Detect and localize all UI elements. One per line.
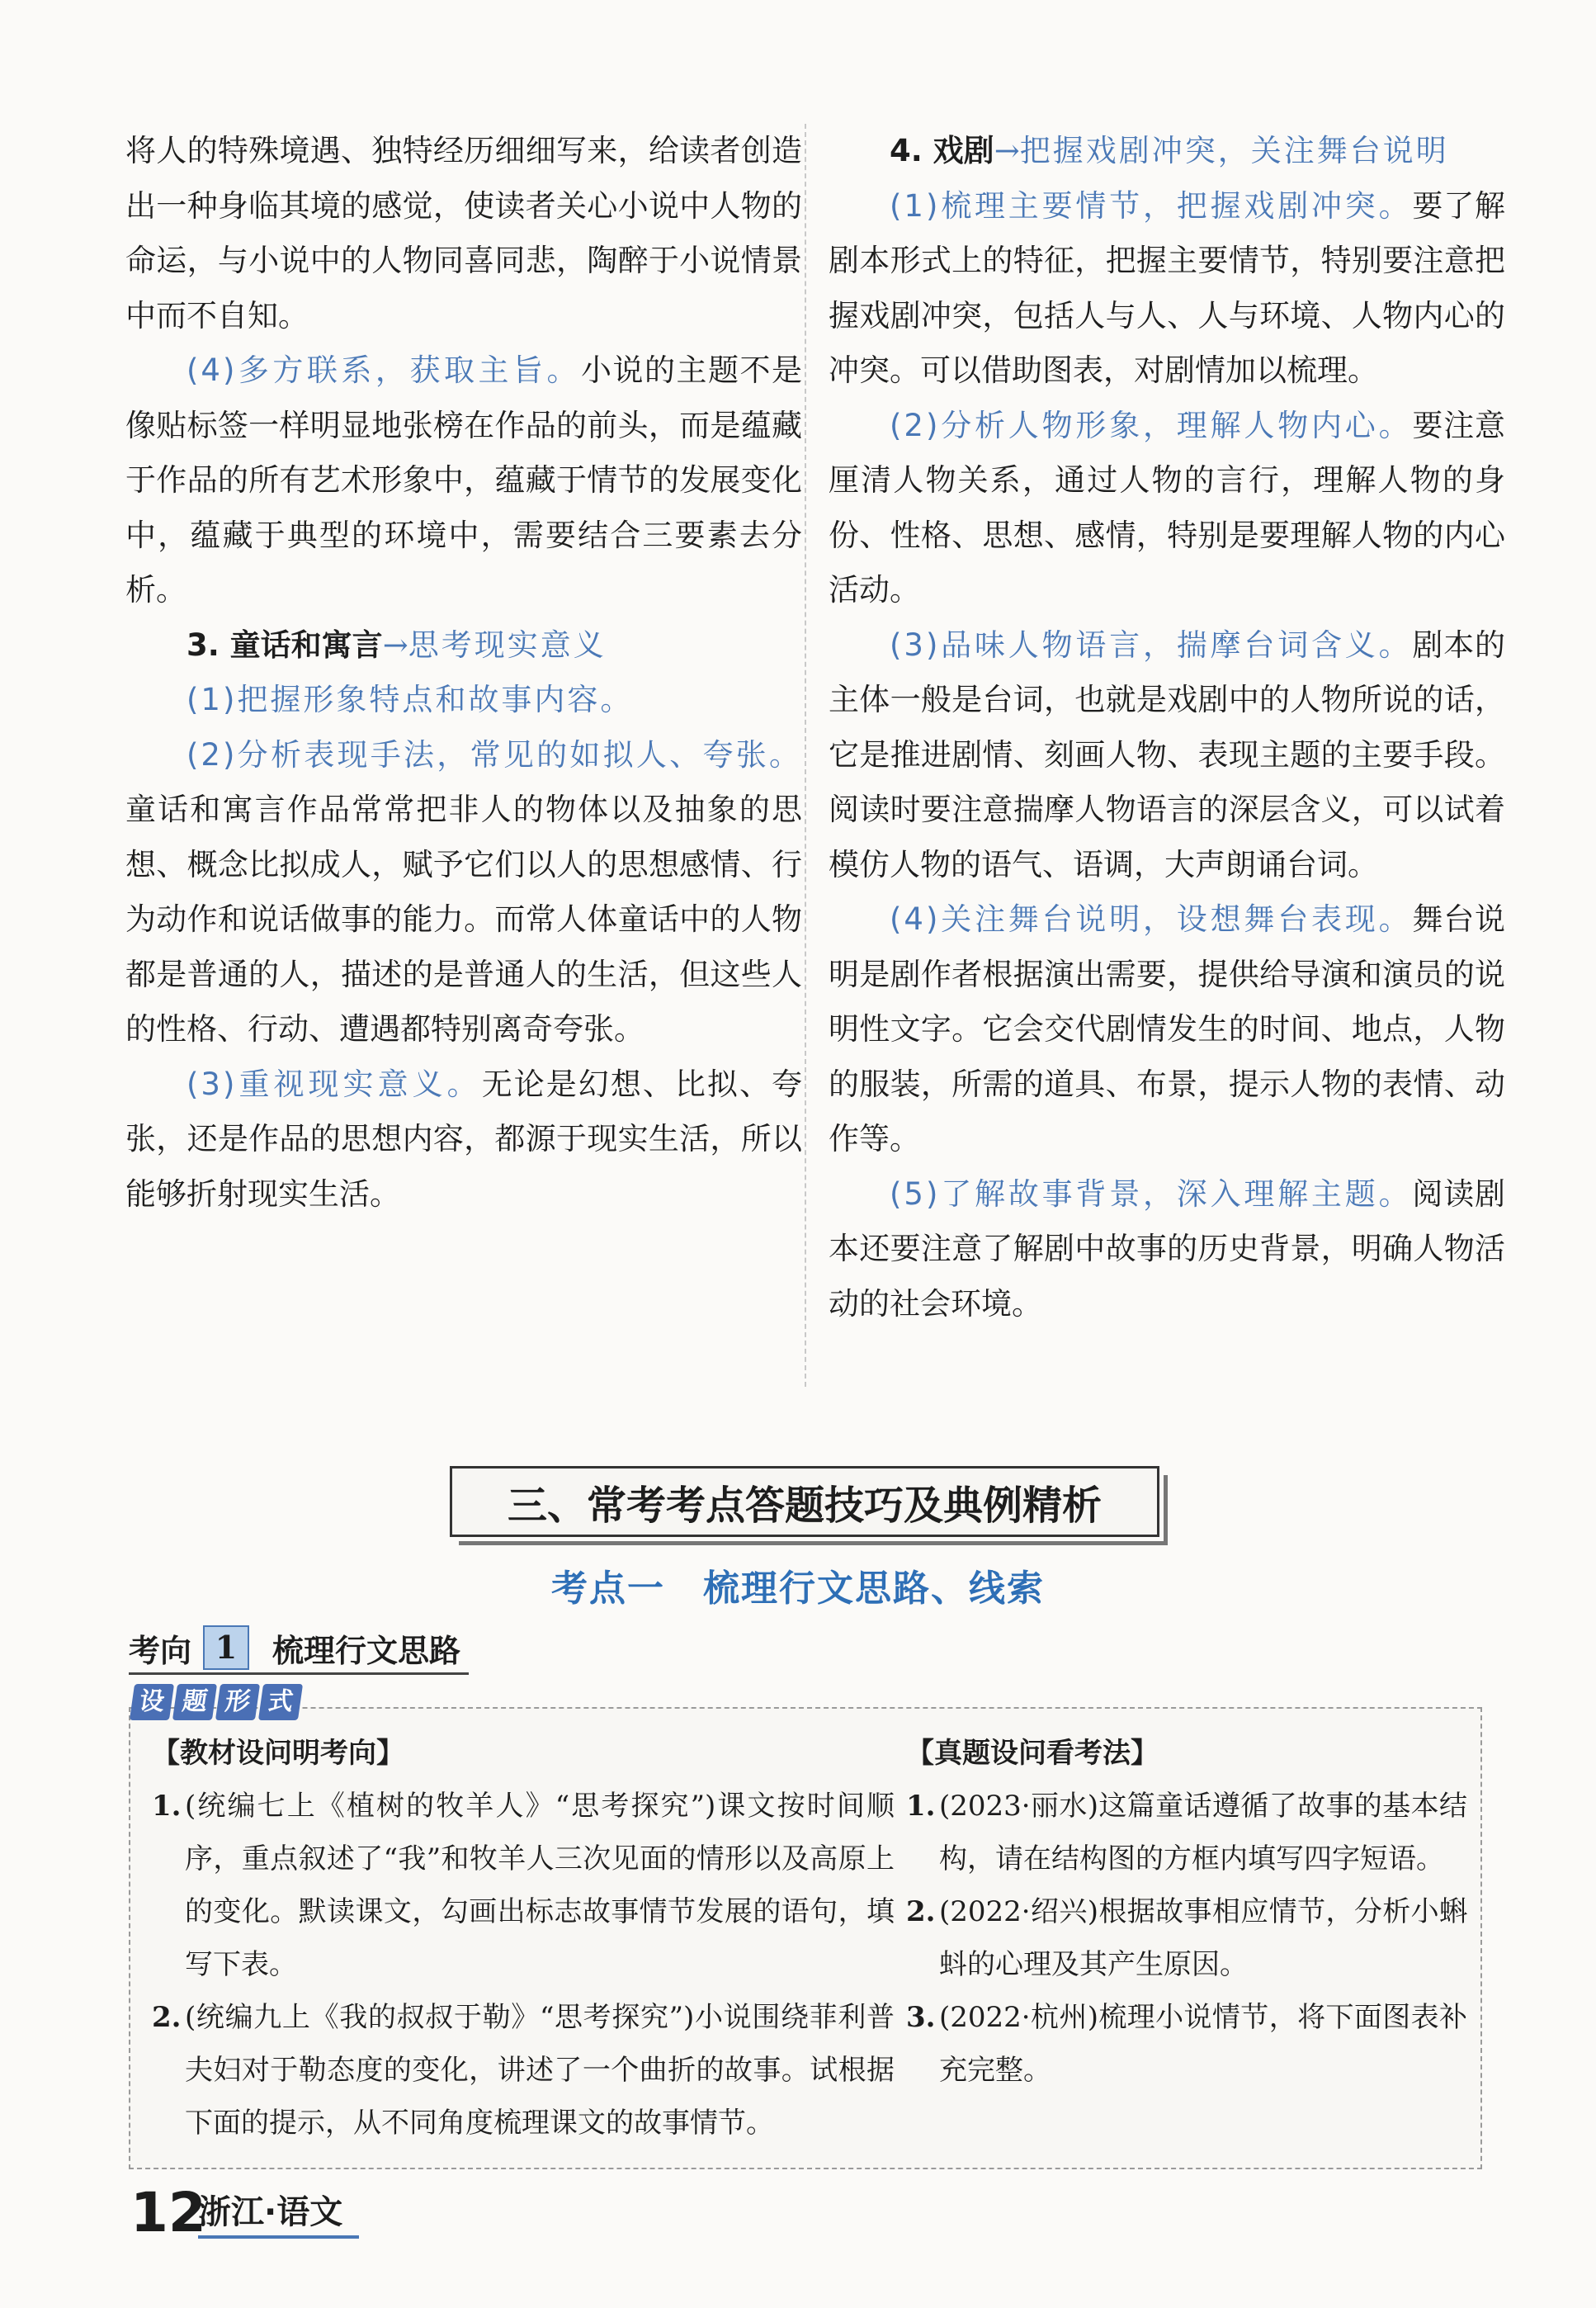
paragraph: [125, 1057, 802, 1223]
arrow-icon: →: [382, 627, 408, 663]
paragraph-text: 童话和寓言作品常常把非人的物体以及抽象的思想、概念比拟成人，赋予它们以人的思想感情、行为动作和说话做事的能力。而常人体童话中的人物都是普通的人，描述的是普通人的生活，但这些人的性格、行动、遭遇都特别离奇夸张。: [125, 792, 802, 1047]
question-text: (2022·杭州)梳理小说情节，将下面图表补充完整。: [939, 2001, 1467, 2087]
page-number: 12: [130, 2181, 206, 2244]
textbook-questions-title: 【教材设问明考向】: [152, 1737, 404, 1770]
arrow-icon: →: [994, 133, 1020, 168]
question-number: 2.: [152, 2001, 182, 2034]
paragraph-text: 阅读剧本还要注意了解剧中故事的历史背景，明确人物活动的社会环境。: [829, 1175, 1505, 1322]
paragraph: 将人的特殊境遇、独特经历细细写来，给读者创造出一种身临其境的感觉，使读者关心小说中人物的命运，与小说中的人物同喜同悲，陶醉于小说情景中而不自知。: [125, 133, 802, 333]
column-divider: [805, 124, 806, 1387]
kaoxiang-number-badge: 1: [203, 1625, 249, 1670]
question-format-tag: [132, 1684, 300, 1720]
method-label: (4)多方联系，获取主旨。: [187, 352, 581, 388]
question-text: (统编九上《我的叔叔于勒》“思考探究”)小说围绕菲利普夫妇对于勒态度的变化，讲述了一个曲折的故事。试根据下面的提示，从不同角度梳理课文的故事情节。: [185, 2001, 895, 2140]
subsection-heading: [829, 124, 1505, 179]
method-label: (2)分析表现手法，常见的如拟人、夸张。: [187, 736, 802, 773]
question-number: 1.: [152, 1790, 182, 1823]
paragraph-text: 要了解剧本形式上的特征，把握主要情节，特别要注意把握戏剧冲突，包括人与人、人与环境、人物内心的冲突。可以借助图表，对剧情加以梳理。: [829, 187, 1505, 388]
kaoxiang-label: 考向: [129, 1632, 192, 1669]
paragraph: [829, 892, 1505, 1167]
method-label: (3)重视现实意义。: [187, 1066, 482, 1102]
question-number: 1.: [906, 1790, 936, 1823]
method-label: (4)关注舞台说明，设想舞台表现。: [890, 901, 1413, 937]
paragraph-text: 舞台说明是剧作者根据演出需要，提供给导演和演员的说明性文字。它会交代剧情发生的时间、地点，人物的服装，所需的道具、布景，提示人物的表情、动作等。: [829, 901, 1505, 1156]
method-label: (3)品味人物语言，揣摩台词含义。: [890, 627, 1413, 663]
question-text: (2023·丽水)这篇童话遵循了故事的基本结构，请在结构图的方框内填写四字短语。: [939, 1790, 1467, 1875]
question-item: [906, 1991, 1467, 2097]
question-text: (统编七上《植树的牧羊人》“思考探究”)课文按时间顺序，重点叙述了“我”和牧羊人三次见面的情形以及高原上的变化。默读课文，勾画出标志故事情节发展的语句，填写下表。: [185, 1790, 895, 1981]
paragraph-text: 小说的主题不是像贴标签一样明显地张榜在作品的前头，而是蕴藏于作品的所有艺术形象中，蕴藏于情节的发展变化中，蕴藏于典型的环境中，需要结合三要素去分析。: [125, 352, 802, 608]
question-number: 3.: [906, 2001, 936, 2034]
heading-tip: 思考现实意义: [408, 627, 607, 663]
question-number: 2.: [906, 1895, 936, 1928]
paragraph: [125, 343, 802, 618]
footer-subject: 浙江·语文: [198, 2189, 359, 2239]
kaodian-title: 考点一 梳理行文思路、线索: [551, 1568, 1045, 1610]
question-item: [152, 1780, 895, 1991]
tag-char: 式: [258, 1684, 303, 1720]
left-column: [125, 124, 802, 1222]
method-label: (2)分析人物形象，理解人物内心。: [890, 407, 1413, 443]
question-box: [129, 1707, 1482, 2169]
section-title: 三、常考考点答题技巧及典例精析: [450, 1466, 1159, 1537]
kaoxiang-heading: [129, 1623, 469, 1675]
textbook-questions: [152, 1727, 895, 2150]
method-label: (1)梳理主要情节，把握戏剧冲突。: [890, 187, 1413, 224]
heading-title: 4. 戏剧: [890, 133, 994, 168]
exam-questions-title: 【真题设问看考法】: [906, 1737, 1159, 1770]
paragraph: [125, 728, 802, 1057]
paragraph-text: 无论是幻想、比拟、夸张，还是作品的思想内容，都源于现实生活，所以能够折射现实生活。: [125, 1066, 802, 1212]
question-item: [152, 1991, 895, 2150]
tag-char: 形: [215, 1684, 260, 1720]
exam-questions: [906, 1727, 1467, 2097]
heading-title: 3. 童话和寓言: [187, 627, 383, 663]
method-label: (5)了解故事背景，深入理解主题。: [890, 1175, 1413, 1212]
question-item: [906, 1780, 1467, 1885]
heading-tip: 把握戏剧冲突，关注舞台说明: [1019, 133, 1449, 168]
subsection-heading: [125, 618, 802, 674]
paragraph-text: 要注意厘清人物关系，通过人物的言行，理解人物的身份、性格、思想、感情，特别是要理解人物的内心活动。: [829, 407, 1505, 608]
question-item: [906, 1885, 1467, 1991]
paragraph: [829, 399, 1505, 618]
paragraph: [829, 179, 1505, 399]
right-column: [829, 124, 1505, 1331]
tag-char: 设: [130, 1684, 174, 1720]
paragraph: [829, 618, 1505, 893]
question-text: (2022·绍兴)根据故事相应情节，分析小蝌蚪的心理及其产生原因。: [939, 1895, 1467, 1981]
method-label: (1)把握形象特点和故事内容。: [187, 682, 634, 717]
kaoxiang-title: 梳理行文思路: [272, 1632, 461, 1669]
tag-char: 题: [172, 1684, 217, 1720]
paragraph-text: 剧本的主体一般是台词，也就是戏剧中的人物所说的话，它是推进剧情、刻画人物、表现主题的主要手段。阅读时要注意揣摩人物语言的深层含义，可以试着模仿人物的语气、语调，大声朗诵台词。: [829, 627, 1505, 882]
paragraph: [829, 1167, 1505, 1332]
